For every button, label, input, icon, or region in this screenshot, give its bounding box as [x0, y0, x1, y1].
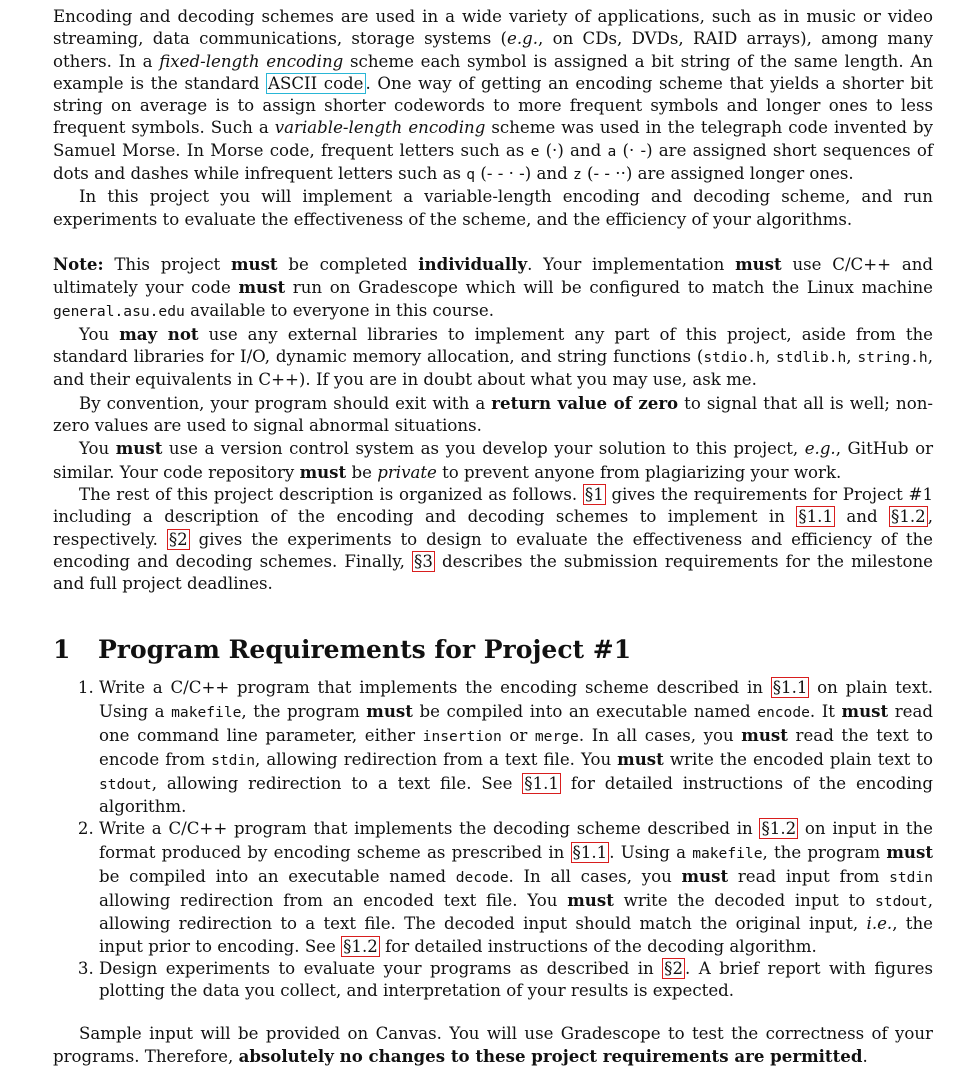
document-page [53, 6, 933, 1068]
section-1-link[interactable]: §1 [584, 484, 604, 504]
section-2-link[interactable]: §2 [168, 529, 188, 549]
intro-paragraph-2: In this project you will implement a variable-length encoding and decoding scheme, and run experiments to evaluate the effectiveness of the scheme, and the efficiency of your algorithms. [53, 187, 933, 229]
section-1-1-link[interactable]: §1.1 [772, 678, 808, 698]
section-1-1-link[interactable]: §1.1 [798, 507, 833, 527]
section-3-link[interactable]: §3 [414, 551, 433, 571]
list-item: 3. Design experiments to evaluate your programs as described in §2 . A brief report with figures plotting the data you collect, and interpretation of your results is expected. [99, 958, 933, 1003]
section-1-2-link[interactable]: §1.2 [891, 507, 926, 527]
section-2-link[interactable]: §2 [664, 958, 684, 978]
section-1-2-link[interactable]: §1.2 [761, 819, 797, 839]
version-control-paragraph: You must use a version control system as you develop your solution to this project, e.g., GitHub or similar. Your code repository must be private to prevent anyone from plagiarizing your work. [53, 438, 934, 482]
section-title: Program Requirements for Project #1 [98, 635, 632, 665]
ascii-code-link[interactable]: ASCII code [267, 73, 364, 93]
convention-paragraph: By convention, your program should exit with a return value of zero to signal that all is well; non-zero values are used to signal abnormal situations. [53, 392, 933, 436]
note-paragraph: Note: This project must be completed individually. Your implementation must use C/C++ and ultimately your code must run on Gradescope which will be configured to match the Linux machine general.asu.edu available to everyone in this course. [53, 253, 934, 320]
list-item: 1. Write a C/C++ program that implements the encoding scheme described in §1.1 on plain text. Using a makefile, the program must be compiled into an executable named encode. It must read one command line parameter, either insertion or merge. In all cases, you must read the text to encode from stdin, allowing redirection from a text file. You must write the encoded plain text to stdout, allowing redirection to a text file. See §1.1 for detailed instructions of the encoding algorithm. [99, 677, 933, 818]
section-1-2-link[interactable]: §1.2 [343, 936, 378, 956]
organization-paragraph: The rest of this project description is organized as follows. §1 gives the requirements for Project #1 including a description of the encoding and decoding schemes to implement in §1.1 and §1.2 , respectively. §2 gives the experiments to design to evaluate the effectiveness and efficiency of the encoding and decoding schemes. Finally, §3 describes the submission requirements for the milestone and full project deadlines. [53, 484, 933, 594]
section-1-1-link[interactable]: §1.1 [524, 773, 559, 793]
requirements-list [53, 677, 933, 1002]
section-1-1-link[interactable]: §1.1 [572, 842, 608, 862]
list-item: 2. Write a C/C++ program that implements the decoding scheme described in §1.2 on input in the format produced by encoding scheme as prescribed in §1.1 . Using a makefile, the program must be compiled into an executable named decode. In all cases, you must read input from stdin allowing redirection from an encoded text file. You must write the decoded input to stdout, allowing redirection to a text file. The decoded input should match the original input, i.e., the input prior to encoding. See §1.2 for detailed instructions of the decoding algorithm. [99, 818, 933, 958]
section-number: 1 [53, 635, 71, 665]
closing-paragraph: Sample input will be provided on Canvas. You will use Gradescope to test the correctness of your programs. Therefore, absolutely no changes to these project requirements are permitted. [53, 1023, 933, 1066]
libraries-paragraph: You may not use any external libraries to implement any part of this project, aside from the standard libraries for I/O, dynamic memory allocation, and string functions (stdio.h, stdlib.h, string.h, and their equivalents in C++). If you are in doubt about what you may use, ask me. [53, 323, 933, 390]
intro-paragraph-1: Encoding and decoding schemes are used in a wide variety of applications, such as in music or video streaming, data communications, storage systems (e.g., on CDs, DVDs, RAID arrays), among many others. In a fixed-length encoding scheme each symbol is assigned a bit string of the same length. An example is the standard ASCII code . One way of getting an encoding scheme that yields a shorter bit string on average is to assign shorter codewords to more frequent symbols and longer ones to less frequent symbols. Such a variable-length encoding scheme was used in the telegraph code invented by Samuel Morse. In Morse code, frequent letters such as e (·) and a (· -) are assigned short sequences of dots and dashes while infrequent letters such as q (- - · -) and z (- - ··) are assigned longer ones. [53, 7, 934, 184]
section-heading [53, 617, 933, 665]
